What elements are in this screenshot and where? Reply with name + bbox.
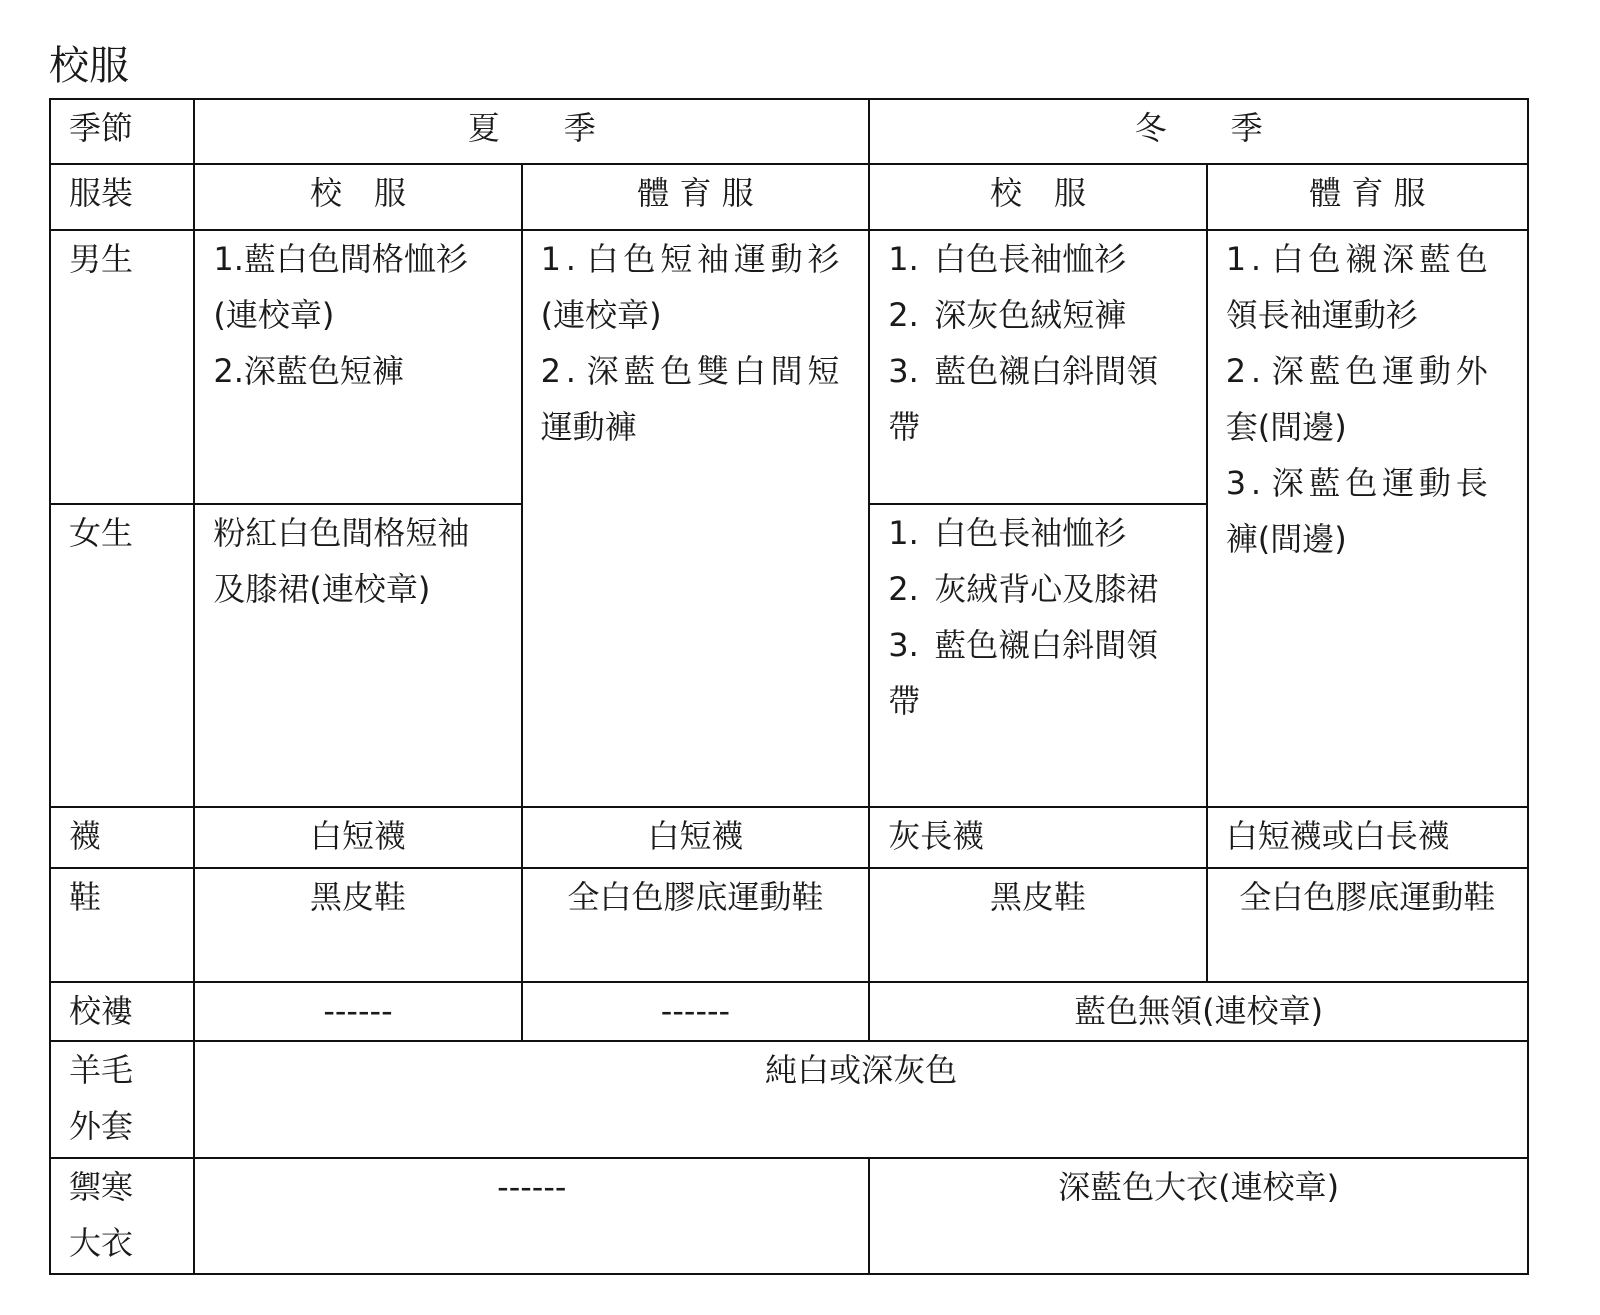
list-item: 及膝裙(連校章): [213, 570, 431, 609]
sweater-label: 羊毛 外套: [50, 1041, 194, 1158]
summer-vest-uniform: ------: [194, 982, 521, 1041]
list-item: 3. 藍色襯白斜間領: [888, 351, 1159, 390]
girls-label: 女生: [50, 504, 194, 807]
summer-shoes-uniform: 黑皮鞋: [194, 868, 521, 983]
winter-pe-header: 體 育 服: [1207, 164, 1528, 230]
list-item: 領長袖運動衫: [1225, 295, 1418, 334]
list-item: 1.藍白色間格恤衫: [213, 239, 468, 278]
page-title: 校服: [49, 43, 129, 89]
summer-header: 夏 季: [194, 99, 869, 164]
winter-vest: 藍色無領(連校章): [869, 982, 1528, 1041]
sweater-value: 純白或深灰色: [194, 1041, 1528, 1158]
list-item: 1. 白色長袖恤衫: [888, 239, 1127, 278]
list-item: 2.深藍色短褲: [213, 351, 404, 390]
winter-header: 冬 季: [869, 99, 1528, 164]
winter-socks-pe: 白短襪或白長襪: [1207, 807, 1528, 868]
list-item: 帶: [888, 682, 921, 721]
uniform-table: [49, 98, 1529, 1275]
summer-boys-uniform: [194, 230, 521, 504]
list-item: 2. 深藍色運動外: [1225, 351, 1493, 390]
list-item: 1. 白色長袖恤衫: [888, 514, 1127, 553]
summer-coat: ------: [194, 1158, 869, 1274]
winter-boys-uniform: [869, 230, 1206, 504]
winter-shoes-pe: 全白色膠底運動鞋: [1207, 868, 1528, 983]
season-header-row: [50, 99, 1528, 164]
summer-pe-items: [522, 230, 870, 807]
list-item: 3. 藍色襯白斜間領: [888, 626, 1159, 665]
list-item: (連校章): [213, 295, 335, 334]
list-item: 3. 深藍色運動長: [1225, 463, 1493, 502]
clothing-header-row: [50, 164, 1528, 230]
summer-socks-pe: 白短襪: [522, 807, 870, 868]
summer-girls-uniform: [194, 504, 521, 807]
sweater-row: [50, 1041, 1528, 1158]
list-item: 粉紅白色間格短袖: [213, 514, 470, 553]
winter-coat: 深藍色大衣(連校章): [869, 1158, 1528, 1274]
list-item: 1. 白色短袖運動衫: [540, 239, 845, 278]
summer-socks-uniform: 白短襪: [194, 807, 521, 868]
summer-uniform-header: 校 服: [194, 164, 521, 230]
vest-label: 校褸: [50, 982, 194, 1041]
list-item: 帶: [888, 407, 921, 446]
winter-uniform-header: 校 服: [869, 164, 1206, 230]
summer-shoes-pe: 全白色膠底運動鞋: [522, 868, 870, 983]
list-item: 褲(間邊): [1225, 519, 1347, 558]
list-item: 2. 灰絨背心及膝裙: [888, 570, 1159, 609]
season-label: 季節: [50, 99, 194, 164]
socks-label: 襪: [50, 807, 194, 868]
vest-row: [50, 982, 1528, 1041]
list-item: 1. 白色襯深藍色: [1225, 239, 1493, 278]
clothing-label: 服裝: [50, 164, 194, 230]
winter-shoes-uniform: 黑皮鞋: [869, 868, 1206, 983]
shoes-row: [50, 868, 1528, 983]
list-item: 2. 深灰色絨短褲: [888, 295, 1127, 334]
coat-row: [50, 1158, 1528, 1274]
boys-row: [50, 230, 1528, 504]
list-item: (連校章): [540, 295, 662, 334]
summer-pe-header: 體 育 服: [522, 164, 870, 230]
boys-label: 男生: [50, 230, 194, 504]
winter-girls-uniform: [869, 504, 1206, 807]
winter-socks-uniform: 灰長襪: [869, 807, 1206, 868]
coat-label: 禦寒 大衣: [50, 1158, 194, 1274]
shoes-label: 鞋: [50, 868, 194, 983]
socks-row: [50, 807, 1528, 868]
list-item: 套(間邊): [1225, 407, 1347, 446]
list-item: 運動褲: [540, 407, 637, 446]
winter-pe-items: [1207, 230, 1528, 807]
summer-vest-pe: ------: [522, 982, 870, 1041]
list-item: 2. 深藍色雙白間短: [540, 351, 845, 390]
